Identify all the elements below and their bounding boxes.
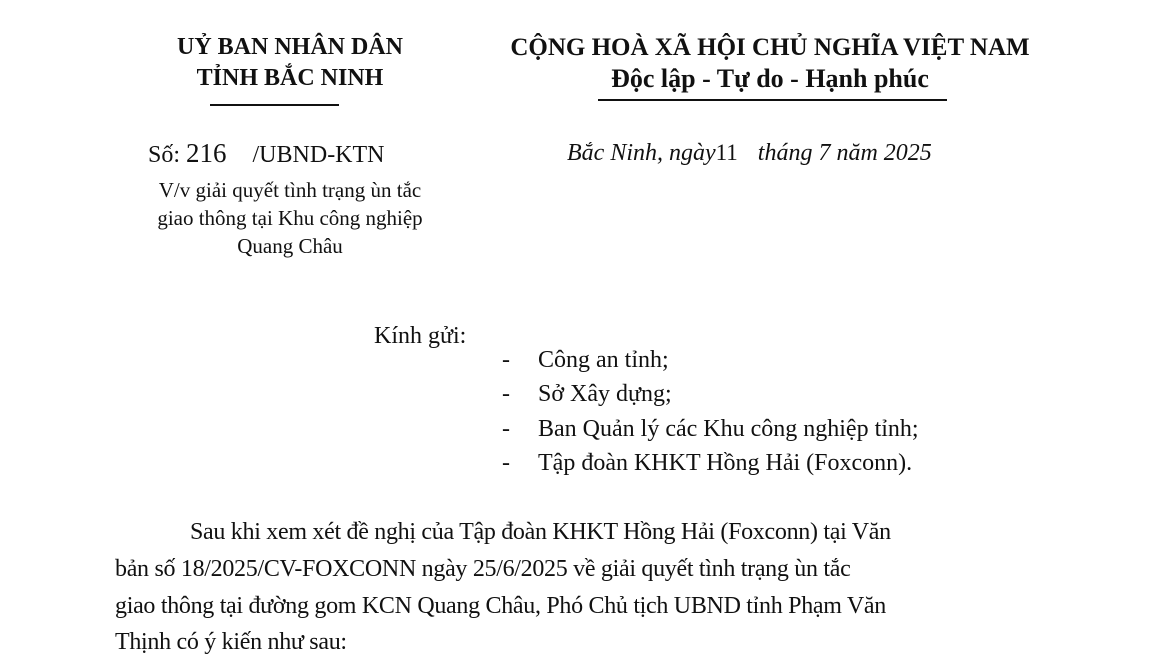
body-paragraph-line: giao thông tại đường gom KCN Quang Châu, Phó Chủ tịch UBND tỉnh Phạm Văn — [115, 593, 886, 619]
date-prefix: Bắc Ninh, ngày — [567, 140, 716, 166]
country-name: CỘNG HOÀ XÃ HỘI CHỦ NGHĨA VIỆT NAM — [510, 34, 1030, 61]
document-subject — [120, 176, 460, 260]
issuing-authority-header — [130, 32, 450, 94]
recipient-item — [502, 347, 669, 374]
authority-underline — [210, 104, 339, 106]
bullet-dash: - — [502, 450, 510, 476]
authority-line-1: UỶ BAN NHÂN DÂN — [177, 34, 403, 60]
date-day: 11 — [715, 140, 738, 165]
recipient-text: Tập đoàn KHKT Hồng Hải (Foxconn). — [538, 450, 913, 476]
bullet-dash: - — [502, 381, 510, 407]
bullet-dash: - — [502, 347, 510, 373]
body-paragraph-line: Thịnh có ý kiến như sau: — [115, 629, 347, 655]
recipient-text: Sở Xây dựng; — [538, 381, 672, 407]
body-paragraph-line: bản số 18/2025/CV-FOXCONN ngày 25/6/2025 về giải quyết tình trạng ùn tắc — [115, 556, 851, 582]
doc-number-suffix: /UBND-KTN — [252, 142, 385, 168]
document-number — [148, 138, 385, 169]
recipient-text: Ban Quản lý các Khu công nghiệp tỉnh; — [538, 416, 919, 442]
national-motto-header — [470, 32, 1070, 94]
subject-line-3: Quang Châu — [237, 234, 343, 258]
motto-underline — [598, 99, 947, 101]
subject-line-1: V/v giải quyết tình trạng ùn tắc — [158, 178, 422, 202]
doc-number-value: 216 — [186, 138, 227, 168]
bullet-dash: - — [502, 416, 510, 442]
authority-line-2: TỈNH BẮC NINH — [196, 65, 384, 91]
doc-number-label: Số: — [148, 142, 181, 168]
body-paragraph-line: Sau khi xem xét đề nghị của Tập đoàn KHKT Hồng Hải (Foxconn) tại Văn — [190, 519, 891, 545]
salutation: Kính gửi: — [374, 323, 467, 349]
issue-date — [567, 140, 932, 167]
motto: Độc lập - Tự do - Hạnh phúc — [611, 64, 929, 93]
date-suffix: tháng 7 năm 2025 — [757, 140, 932, 166]
recipient-text: Công an tỉnh; — [538, 347, 669, 373]
recipient-item — [502, 450, 912, 477]
recipient-item — [502, 416, 919, 443]
subject-line-2: giao thông tại Khu công nghiệp — [157, 206, 423, 230]
recipient-item — [502, 381, 672, 408]
